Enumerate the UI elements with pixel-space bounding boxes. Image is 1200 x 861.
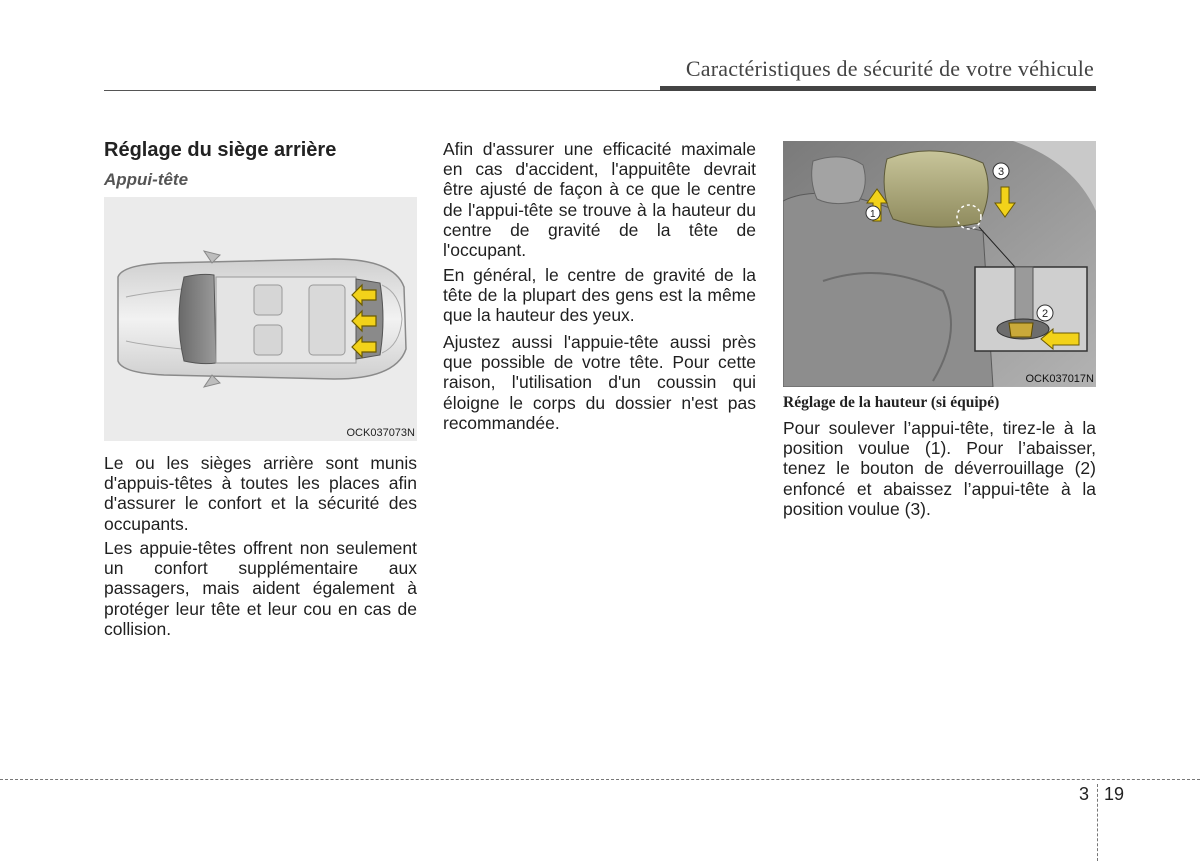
callout-2: 2 <box>1042 308 1049 320</box>
running-header-title: Caractéristiques de sécurité de votre véhicule <box>685 56 1094 81</box>
col1-paragraph-2: Les appuie-têtes offrent non seulement un confort supplémentaire aux passagers, mais aident également à protéger leur tête et leur cou en cas de collision. <box>104 538 417 639</box>
col2-paragraph-1: Afin d'assurer une efficacité maximale en cas d'accident, l'appuitête devrait être ajusté de façon à ce que le centre de l'appui-tête se trouve à la hauteur du centre de gravité de la tête de l'occupant. <box>443 139 756 261</box>
page-number-separator <box>1097 784 1098 861</box>
figure-code: OCK037073N <box>346 427 415 439</box>
header-rule-thin <box>104 90 660 91</box>
col1-paragraph-1: Le ou les sièges arrière sont munis d'appuis-têtes à toutes les places afin d'assurer le confort et la sécurité des occupants. <box>104 453 417 534</box>
car-top-view-illustration <box>104 197 417 441</box>
headrest-adjustment-illustration <box>783 141 1096 387</box>
car-top-view-figure <box>104 197 417 441</box>
col2-paragraph-3: Ajustez aussi l'appuie-tête aussi près que possible de votre tête. Pour cette raison, l'utilisation d'un coussin qui éloigne le corps du dossier n'est pas recommandée. <box>443 332 756 433</box>
footer-divider <box>0 779 1200 780</box>
col2-paragraph-2: En général, le centre de gravité de la tête de la plupart des gens est la même que la hauteur des yeux. <box>443 265 756 326</box>
col3-paragraph: Pour soulever l’appui-tête, tirez-le à la position voulue (1). Pour l’abaisser, tenez le bouton de déverrouillage (2) enfoncé et abaissez l’appui-tête à la position voulue (3). <box>783 418 1096 519</box>
section-title: Réglage du siège arrière <box>104 139 337 161</box>
figure-caption: Réglage de la hauteur (si équipé) <box>783 394 1000 411</box>
callout-3: 3 <box>998 166 1005 178</box>
headrest-adjustment-figure <box>783 141 1096 387</box>
header-rule-thick <box>660 86 1096 91</box>
sub-title: Appui-tête <box>104 170 189 189</box>
callout-1: 1 <box>870 209 876 220</box>
page-number: 19 <box>1104 784 1125 804</box>
chapter-number: 3 <box>1079 784 1090 804</box>
figure-code: OCK037017N <box>1025 373 1094 385</box>
